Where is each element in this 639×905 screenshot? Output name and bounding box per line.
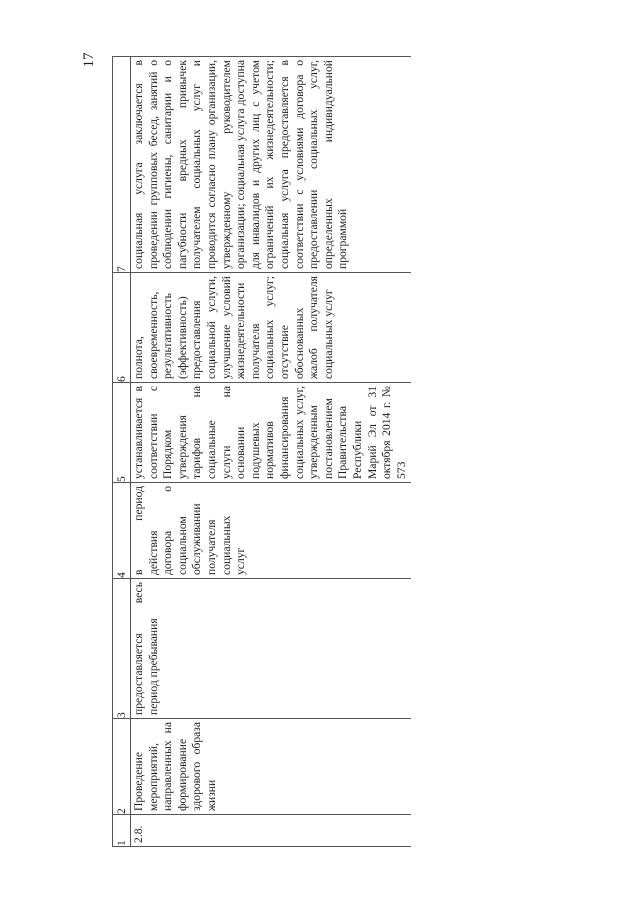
page-number: 17 [81, 52, 97, 68]
header-col-6: 6 [113, 273, 131, 383]
header-col-4: 4 [113, 483, 131, 579]
rotated-table-container [112, 57, 512, 847]
header-row [113, 57, 131, 847]
header-col-1: 1 [113, 815, 131, 847]
row-number: 2.8. [131, 815, 412, 847]
service-name: Проведение мероприятий, направленных на формирование здорового образа жизни [131, 719, 412, 815]
quality-indicators: полнота, своевременность, результативность (эффективность) предоставления социальной услуги, улучшение условий жизнедеятельности получателя социальных услуг; отсутствие обоснованных жалоб получателя социальных услуг [131, 273, 412, 383]
header-col-3: 3 [113, 579, 131, 719]
header-col-2: 2 [113, 719, 131, 815]
service-period: предоставляется весь период пребывания [131, 579, 412, 719]
services-table [112, 56, 411, 847]
table-row [131, 57, 412, 847]
service-conditions: социальная услуга заключается в проведении групповых бесед, занятий о соблюдении гигиены, санитарии и о пагубности вредных привычек получателем социальных услуг и проводится согласно плану организации, утвержденному руководителем организации; социальная услуга доступна для инвалидов и других лиц с учетом ограничений их жизнедеятельности; социальная услуга предоставляется в соответствии с условиями договора о предоставлении социальных услуг, определенных индивидуальной программой [131, 57, 412, 273]
service-term: в период действия договора о социальном обслуживании получателя социальных услуг [131, 483, 412, 579]
service-tariff: устанавливается в соответствии с Порядком утверждения тарифов на социальные услуги на основании подушевых нормативов финансирования социальных услуг, утвержденным постановлением Правительства Республики Марий Эл от 31 октября 2014 г. № 573 [131, 383, 412, 483]
header-col-5: 5 [113, 383, 131, 483]
header-col-7: 7 [113, 57, 131, 273]
